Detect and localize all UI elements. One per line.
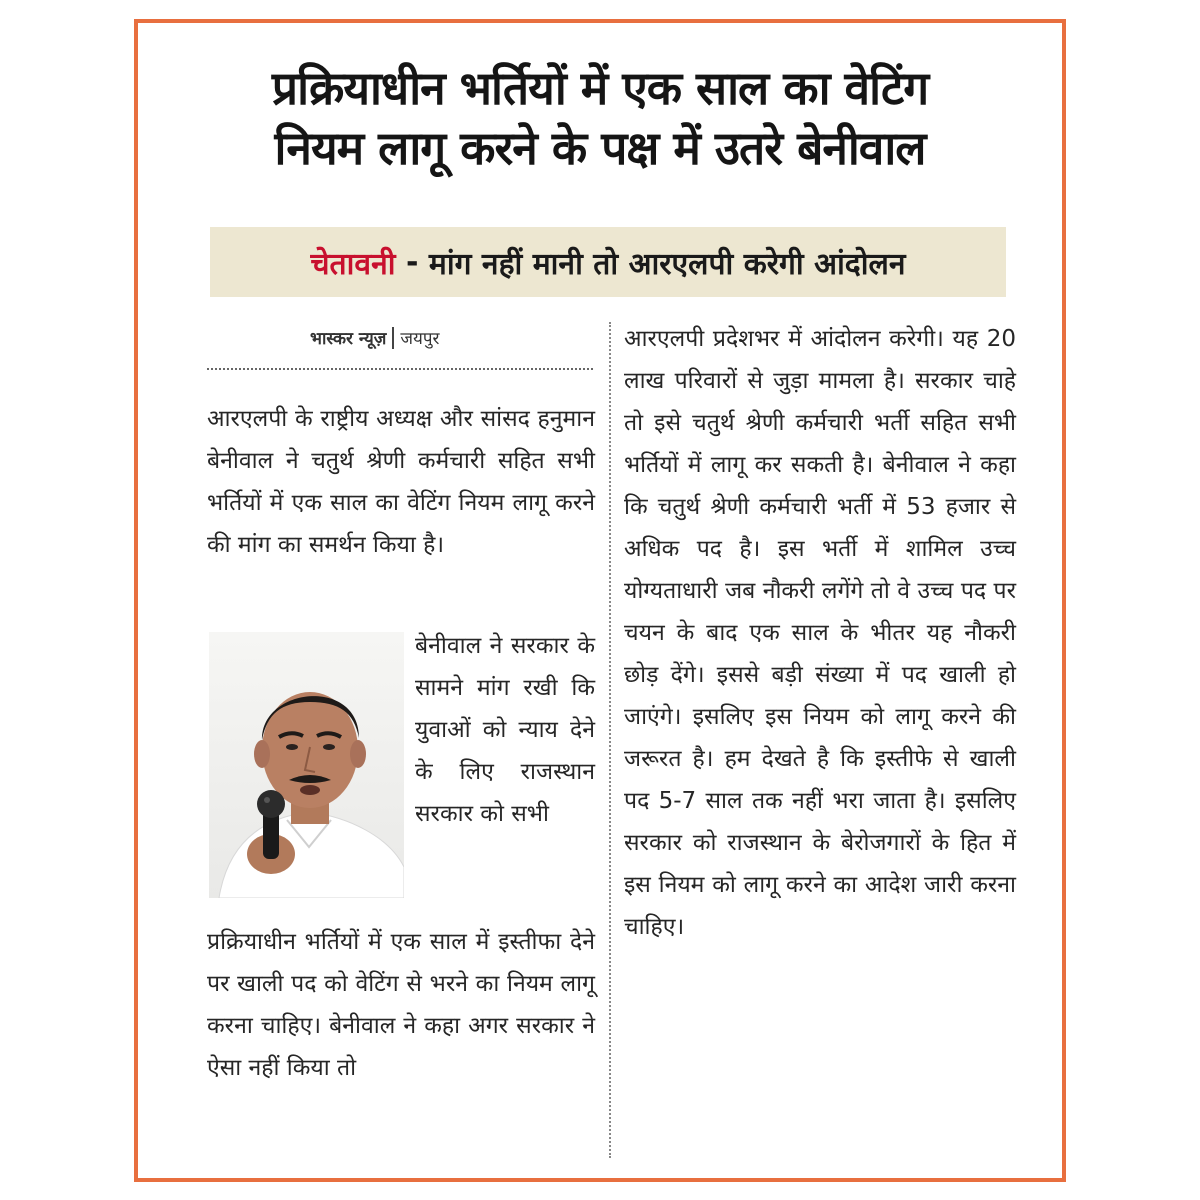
headline (150, 58, 1050, 178)
byline-source: भास्कर न्यूज़ (310, 329, 387, 349)
article-paragraph-beside-photo: बेनीवाल ने सरकार के सामने मांग रखी कि युवाओं को न्याय देने के लिए राजस्थान सरकार को सभी (415, 633, 595, 827)
portrait-man-with-microphone-icon (209, 632, 404, 898)
article-paragraph-left-bottom: प्रक्रियाधीन भर्तियों में एक साल में इस्तीफा देने पर खाली पद को वेटिंग से भरने का नियम लागू करना चाहिए। बेनीवाल ने कहा अगर सरकार ने ऐसा नहीं किया तो (207, 929, 595, 1081)
article-paragraph-left-top: आरएलपी के राष्ट्रीय अध्यक्ष और सांसद हनुमान बेनीवाल ने चतुर्थ श्रेणी कर्मचारी सहित सभी भर्तियों में एक साल का वेटिंग नियम लागू करने की मांग का समर्थन किया है। (207, 406, 595, 558)
headline-line-1: प्रक्रियाधीन भर्तियों में एक साल का वेटिंग (271, 61, 929, 115)
byline (310, 326, 439, 349)
portrait-photo (209, 632, 404, 898)
column-divider (609, 322, 611, 1158)
headline-line-2: नियम लागू करने के पक्ष में उतरे बेनीवाल (274, 121, 926, 175)
subheadline-text: मांग नहीं मानी तो आरएलपी करेगी आंदोलन (428, 246, 906, 282)
subheadline (210, 227, 1006, 297)
byline-dotted-rule (207, 368, 593, 370)
subheadline-separator: - (395, 244, 429, 280)
subheadline-label: चेतावनी (310, 246, 396, 282)
byline-city: जयपुर (400, 329, 440, 349)
byline-divider (392, 327, 394, 349)
article-paragraph-right: आरएलपी प्रदेशभर में आंदोलन करेगी। यह 20 लाख परिवारों से जुड़ा मामला है। सरकार चाहे तो इसे चतुर्थ श्रेणी कर्मचारी भर्ती सहित सभी भर्तियों में लागू कर सकती है। बेनीवाल ने कहा कि चतुर्थ श्रेणी कर्मचारी भर्ती में 53 हजार से अधिक पद है। इस भर्ती में शामिल उच्च योग्यताधारी जब नौकरी लगेंगे तो वे उच्च पद पर चयन के बाद एक साल के भीतर यह नौकरी छोड़ देंगे। इससे बड़ी संख्या में पद खाली हो जाएंगे। इसलिए इस नियम को लागू करने की जरूरत है। हम देखते है कि इस्तीफे से खाली पद 5-7 साल तक नहीं भरा जाता है। इसलिए सरकार को राजस्थान के बेरोजगारों के हित में इस नियम को लागू करने का आदेश जारी करना चाहिए। (624, 326, 1016, 940)
